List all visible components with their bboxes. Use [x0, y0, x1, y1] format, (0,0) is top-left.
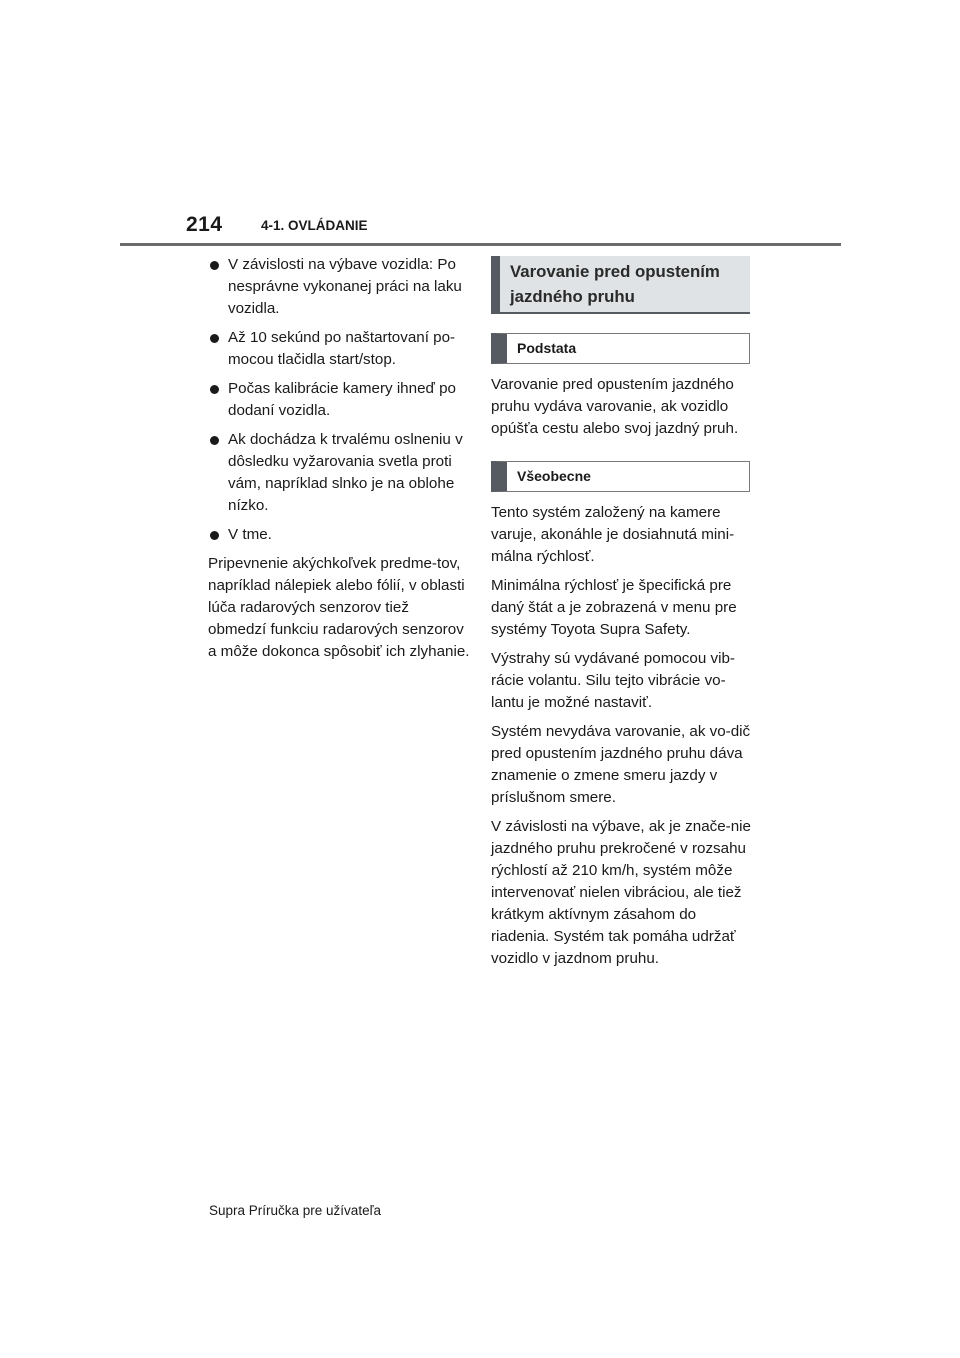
- bullet-text: V tme.: [228, 526, 272, 543]
- bullet-icon: [210, 334, 219, 343]
- page-footer: Supra Príručka pre užívateľa: [209, 1203, 382, 1218]
- bullet-icon: [210, 436, 219, 445]
- bullet-text: V závislosti na výbave vozidla: Po nesprávne vykonanej práci na laku vozidla.: [228, 256, 462, 317]
- bullet-text: Počas kalibrácie kamery ihneď po dodaní vozidla.: [228, 380, 456, 419]
- bullet-item: [208, 524, 470, 546]
- header-rule: [120, 243, 841, 246]
- left-column: [208, 254, 470, 670]
- bullet-text: Až 10 sekúnd po naštartovaní po-mocou tlačidla start/stop.: [228, 329, 456, 368]
- section-title: 4-1. OVLÁDANIE: [261, 218, 368, 233]
- bullet-text: Ak dochádza k trvalému oslneniu v dôsledku vyžarovania svetla proti vám, napríklad slnko je na oblohe nízko.: [228, 431, 463, 514]
- paragraph: Varovanie pred opustením jazdného pruhu vydáva varovanie, ak vozidlo opúšťa cestu alebo svoj jazdný pruh.: [491, 376, 739, 437]
- bullet-icon: [210, 385, 219, 394]
- bullet-item: [208, 254, 470, 320]
- bullet-list: [208, 254, 470, 546]
- bullet-item: [208, 327, 470, 371]
- paragraph: Výstrahy sú vydávané pomocou vib-rácie volantu. Silu tejto vibrácie vo-lantu je možné nastaviť.: [491, 650, 735, 711]
- subsection-heading-box: [491, 461, 750, 492]
- paragraph: Minimálna rýchlosť je špecifická pre daný štát a je zobrazená v menu pre systémy Toyota Supra Safety.: [491, 577, 737, 638]
- subsection-heading-box: [491, 333, 750, 364]
- subsection-heading: Všeobecne: [517, 468, 591, 484]
- bullet-item: [208, 378, 470, 422]
- bullet-icon: [210, 261, 219, 270]
- page-number: 214: [186, 213, 223, 236]
- paragraph: Systém nevydáva varovanie, ak vo-dič pred opustením jazdného pruhu dáva znamenie o zmene smeru jazdy v príslušnom smere.: [491, 723, 751, 806]
- bullet-icon: [210, 531, 219, 540]
- section-heading-box: [491, 256, 750, 314]
- spacer: [491, 447, 751, 461]
- paragraph: Tento systém založený na kamere varuje, akonáhle je dosiahnutá mini-málna rýchlosť.: [491, 504, 735, 565]
- paragraph: V závislosti na výbave, ak je znače-nie jazdného pruhu prekročené v rozsahu rýchlostí až 210 km/h, systém môže intervenovať nielen vibráciou, ale tiež krátkym aktívnym zásahom do riadenia. Systém tak pomáha udržať vozidlo v jazdnom pruhu.: [491, 818, 752, 967]
- radar-sensor-paragraph: Pripevnenie akýchkoľvek predme-tov, napríklad nálepiek alebo fólií, v oblasti lúča radarových senzorov tiež obmedzí funkciu radarových senzorov a môže dokonca spôsobiť ich zlyhanie.: [208, 555, 470, 660]
- section-heading: Varovanie pred opustením jazdného pruhu: [510, 262, 720, 306]
- subsection-heading: Podstata: [517, 340, 577, 356]
- bullet-item: [208, 429, 470, 517]
- right-column: [491, 256, 751, 977]
